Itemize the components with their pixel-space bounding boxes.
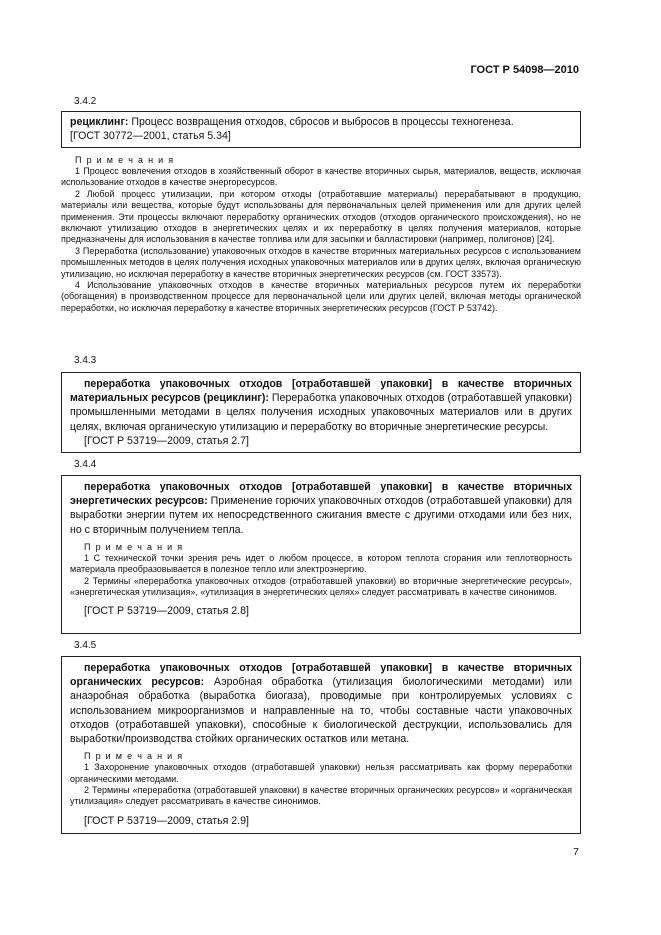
notes-heading: П р и м е ч а н и я	[84, 541, 184, 552]
note-item: 2 Термины «переработка упаковочных отходов (отработавшей упаковки) во вторичные энергетические ресурсы», «энергетическая утилизация», «утилизация в энергетических целях» следует рассматривать в качестве синонимов.	[70, 575, 572, 598]
page-number: 7	[573, 846, 579, 858]
note-item: 1 Процесс вовлечения отходов в хозяйственный оборот в качестве вторичных сырья, материалов, веществ, исключая использование отходов в качестве энергоресурсов.	[61, 166, 581, 188]
note-item: 1 С технической точки зрения речь идет о любом процессе, в котором теплота сгорания или теплотворность материала преобразовывается в полезное тепло или электроэнергию.	[70, 552, 572, 575]
note-item: 4 Использование упаковочных отходов в качестве вторичных материальных ресурсов путем их переработки (обогащения) в производственном процессе для первоначальной цели или других целей, включая методы органической переработки, но исключая переработку в качестве вторичных энергетических ресурсов (ГОСТ Р 53742).	[61, 280, 581, 313]
note-item: 2 Термины «переработка (отработавшей упаковки) в качестве вторичных органических ресурсов» и «органическая утилизация» следует рассматривать в качестве синонимов.	[70, 785, 572, 807]
note-item: 2 Любой процесс утилизации, при котором отходы (отработавшие материалы) перерабатывают в продукцию, материалы или вещества, которые будут использованы для первоначальных целей применения или для других целей применения. Эти процессы включают переработку органических отходов (отходов органического происхождения), но не включают утилизацию отходов в энергетических целях и их переработку в целях получения материалов, которые предназначены для использования в качестве топлива или для засыпки и балластировки (например, полигонов) [24].	[61, 188, 581, 245]
term-source: [ГОСТ Р 53719—2009, статья 2.8]	[84, 605, 249, 618]
term-title: рециклинг:	[70, 116, 129, 128]
term-box-3-4-3	[61, 372, 581, 453]
term-source: [ГОСТ Р 53719—2009, статья 2.7]	[84, 434, 249, 447]
term-definition: Применение горючих упаковочных отходов (отработавшей упаковки) для выработки энергии путем их непосредственного сжигания вместе с другими отходами или без них, но с вторичным получением тепла.	[70, 495, 572, 536]
notes-3-4-2	[61, 150, 581, 314]
notes-heading: П р и м е ч а н и я	[75, 155, 175, 165]
term-title: переработка упаковочных отходов [отработавшей упаковки] в качестве вторичных материальных ресурсов (рециклинг):	[70, 378, 572, 405]
term-source: [ГОСТ 30772—2001, статья 5.34]	[70, 130, 231, 143]
section-number-3-4-2: 3.4.2	[74, 96, 97, 107]
term-definition: Переработка упаковочных отходов (отработавшей упаковки) промышленными методами в целях получения исходных упаковочных материалов или в других целях, включая органическую утилизацию и переработку во вторичные энергетические ресурсы.	[70, 392, 572, 433]
term-entry	[70, 115, 572, 129]
term-title: переработка упаковочных отходов [отработавшей упаковки] в качестве вторичных энергетических ресурсов:	[70, 481, 572, 508]
term-box-3-4-5	[61, 656, 581, 834]
section-number-3-4-5: 3.4.5	[74, 640, 97, 651]
note-item: 3 Переработка (использование) упаковочных отходов в качестве вторичных материальных ресурсов с использованием промышленных методов в целях получения исходных упаковочных материалов или в других целях, включая органическую утилизацию, но исключая переработку в качестве вторичных энергетических ресурсов (см. ГОСТ 33573).	[61, 245, 581, 279]
term-box-3-4-2	[61, 111, 581, 148]
term-box-3-4-4	[61, 475, 581, 634]
note-item: 1 Захоронение упаковочных отходов (отработавшей упаковки) нельзя рассматривать как форму переработки органическими методами.	[70, 762, 572, 784]
term-title: переработка упаковочных отходов [отработавшей упаковки] в качестве вторичных органических ресурсов:	[70, 662, 572, 689]
term-definition: Процесс возвращения отходов, сбросов и выбросов в процессы техногенеза.	[128, 116, 514, 128]
section-number-3-4-3: 3.4.3	[74, 355, 97, 366]
term-source: [ГОСТ Р 53719—2009, статья 2.9]	[84, 814, 249, 827]
notes-heading: П р и м е ч а н и я	[84, 751, 184, 762]
document-id-header: ГОСТ Р 54098—2010	[470, 64, 579, 76]
section-number-3-4-4: 3.4.4	[74, 459, 97, 470]
term-definition: Аэробная обработка (утилизация биологическими методами) или анаэробная обработка (выработка биогаза), проводимые при контролируемых условиях с использованием микроорганизмов и направленные на то, чтобы составные части упаковочных отходов (отработавшей упаковки), способные к биологической деструкции, использовались для выработки/производства стойких органических остатков или метана.	[70, 676, 573, 746]
term-entry	[70, 661, 572, 746]
term-entry	[70, 480, 572, 537]
term-entry	[70, 377, 572, 434]
